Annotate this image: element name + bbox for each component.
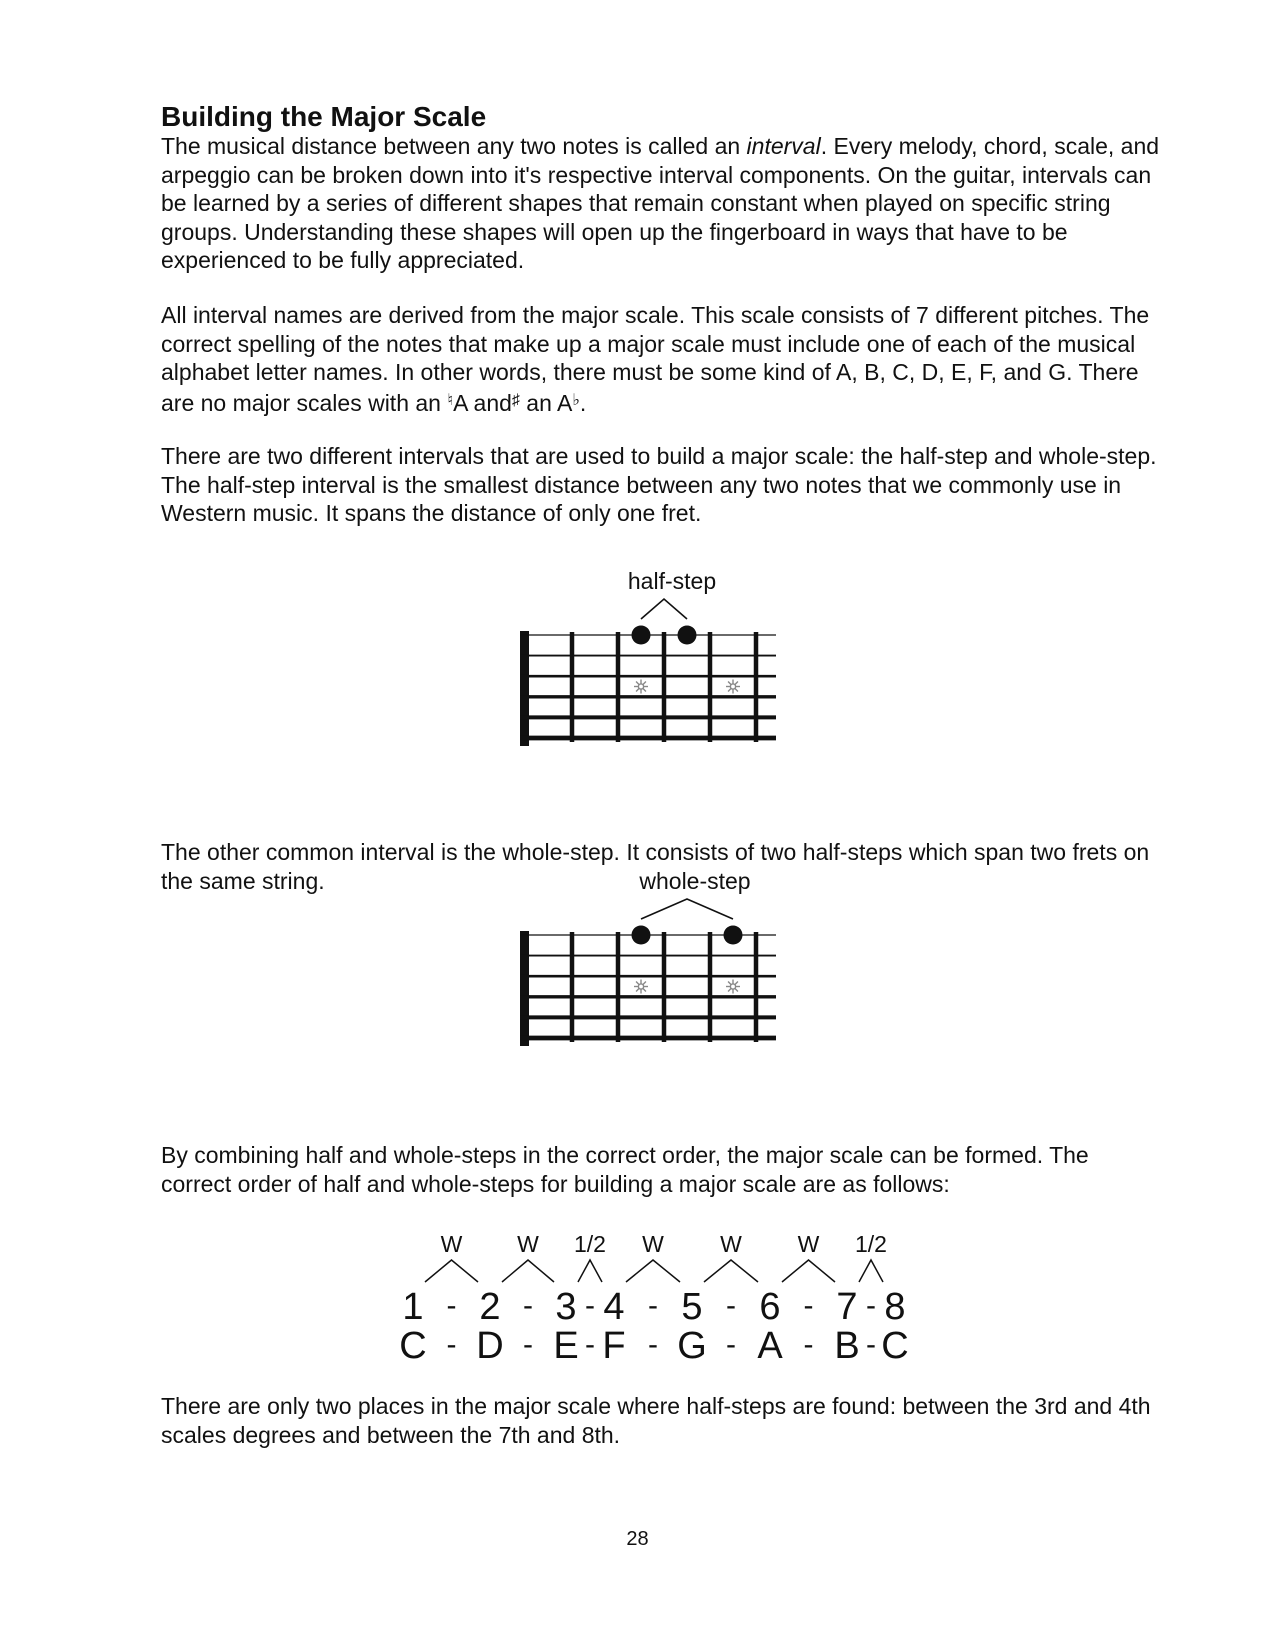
step-label: W <box>517 1231 539 1257</box>
note-dot <box>724 926 743 945</box>
half-whole-paragraph: There are two different intervals that are used to build a major scale: the half-step and whole-step. The half-step interval is the smallest distance between any two notes that we commonly use in Western music. It spans the distance of only one fret. <box>161 443 1157 526</box>
step-label: 1/2 <box>855 1231 887 1257</box>
note-separator: - <box>726 1328 736 1361</box>
major-scale-paragraph <box>161 301 1161 417</box>
scale-degree: 4 <box>603 1286 625 1328</box>
step-label: W <box>440 1231 463 1257</box>
note-separator: - <box>866 1328 876 1361</box>
step-caret <box>704 1260 758 1282</box>
interval-bracket <box>641 599 687 619</box>
note-dot <box>678 626 697 645</box>
scale-degree: 3 <box>555 1286 577 1328</box>
combining-paragraph: By combining half and whole-steps in the correct order, the major scale can be formed. The correct order of half and whole-steps for building a major scale are as follows: <box>161 1142 1089 1197</box>
and-text: and <box>467 389 512 416</box>
scale-degree: 8 <box>884 1286 906 1328</box>
degree-separator: - <box>648 1289 658 1322</box>
note-name: C <box>399 1325 427 1367</box>
degree-separator: - <box>866 1289 876 1322</box>
note-separator: - <box>803 1328 814 1361</box>
degree-separator: - <box>523 1289 533 1322</box>
intro-text-start: The musical distance between any two notes is called an <box>161 133 747 159</box>
half-step-fretboard-diagram <box>520 568 810 770</box>
flat-sign: ♭ <box>572 391 580 409</box>
section-heading: Building the Major Scale <box>161 101 487 132</box>
degree-separator: - <box>446 1289 457 1322</box>
note-name: A <box>757 1325 783 1367</box>
sharp-sign: ♯ <box>511 391 520 409</box>
step-label: W <box>642 1231 664 1257</box>
scale-degree: 1 <box>402 1286 424 1328</box>
step-caret <box>425 1260 478 1282</box>
scale-degree: 7 <box>836 1286 858 1328</box>
note-a: A <box>453 389 468 416</box>
inlay-center <box>638 984 643 989</box>
an-a-text: an A <box>519 389 573 416</box>
degree-separator: - <box>726 1289 736 1322</box>
fret-inlay-marker <box>726 680 740 694</box>
note-name: D <box>476 1325 504 1367</box>
interval-label: half-step <box>627 568 717 594</box>
scale-degree: 6 <box>759 1286 781 1328</box>
major-scale-text: All interval names are derived from the major scale. This scale consists of 7 different pitches. The correct spelling of the notes that make up a major scale must include one of each of the musical alphabet letter names. In other words, there must be some kind of A, B, C, D, E, F, and G. There are no major scales with an <box>161 302 1150 416</box>
degree-separator: - <box>585 1289 595 1322</box>
scale-degree: 2 <box>479 1286 501 1328</box>
note-separator: - <box>446 1328 457 1361</box>
note-name: C <box>881 1325 909 1367</box>
fret-inlay-marker <box>726 980 740 994</box>
note-name: E <box>553 1325 579 1367</box>
major-scale-formula <box>395 1216 955 1366</box>
intro-paragraph <box>161 132 1161 275</box>
page-number: 28 <box>626 1528 649 1550</box>
degree-separator: - <box>803 1289 814 1322</box>
note-name: F <box>602 1325 626 1367</box>
interval-bracket <box>641 899 733 919</box>
natural-sign: ♮ <box>447 391 454 409</box>
whole-step-paragraph: The other common interval is the whole-step. It consists of two half-steps which span two frets on the same string. <box>161 839 1150 894</box>
note-dot <box>632 626 651 645</box>
step-caret <box>782 1260 835 1282</box>
nut <box>520 931 529 1046</box>
note-name: G <box>677 1325 707 1367</box>
step-label: W <box>797 1231 820 1257</box>
step-caret <box>626 1260 680 1282</box>
inlay-center <box>638 684 643 689</box>
step-label: 1/2 <box>574 1231 606 1257</box>
note-dot <box>632 926 651 945</box>
step-caret <box>859 1260 883 1282</box>
step-caret <box>502 1260 554 1282</box>
interval-term: interval <box>746 133 821 159</box>
note-separator: - <box>648 1328 658 1361</box>
inlay-center <box>730 984 735 989</box>
nut <box>520 631 529 746</box>
note-separator: - <box>585 1328 595 1361</box>
inlay-center <box>730 684 735 689</box>
note-separator: - <box>523 1328 533 1361</box>
step-caret <box>578 1260 602 1282</box>
interval-label: whole-step <box>639 868 751 894</box>
note-name: B <box>834 1325 860 1367</box>
whole-step-fretboard-diagram <box>520 868 810 1070</box>
intro-text-end: . Every melody, chord, scale, and arpeggio can be broken down into it's respective interval components. On the guitar, intervals can be learned by a series of different shapes that remain constant when played on specific string groups. Understanding these shapes will open up the fingerboard in ways that have to be experienced to be fully appreciated. <box>161 133 1160 273</box>
half-step-locations-paragraph: There are only two places in the major scale where half-steps are found: between the 3rd and 4th scales degrees and between the 7th and 8th. <box>161 1393 1151 1448</box>
fret-inlay-marker <box>634 980 648 994</box>
period: . <box>579 389 587 416</box>
fret-inlay-marker <box>634 680 648 694</box>
step-label: W <box>720 1231 742 1257</box>
scale-degree: 5 <box>681 1286 703 1328</box>
